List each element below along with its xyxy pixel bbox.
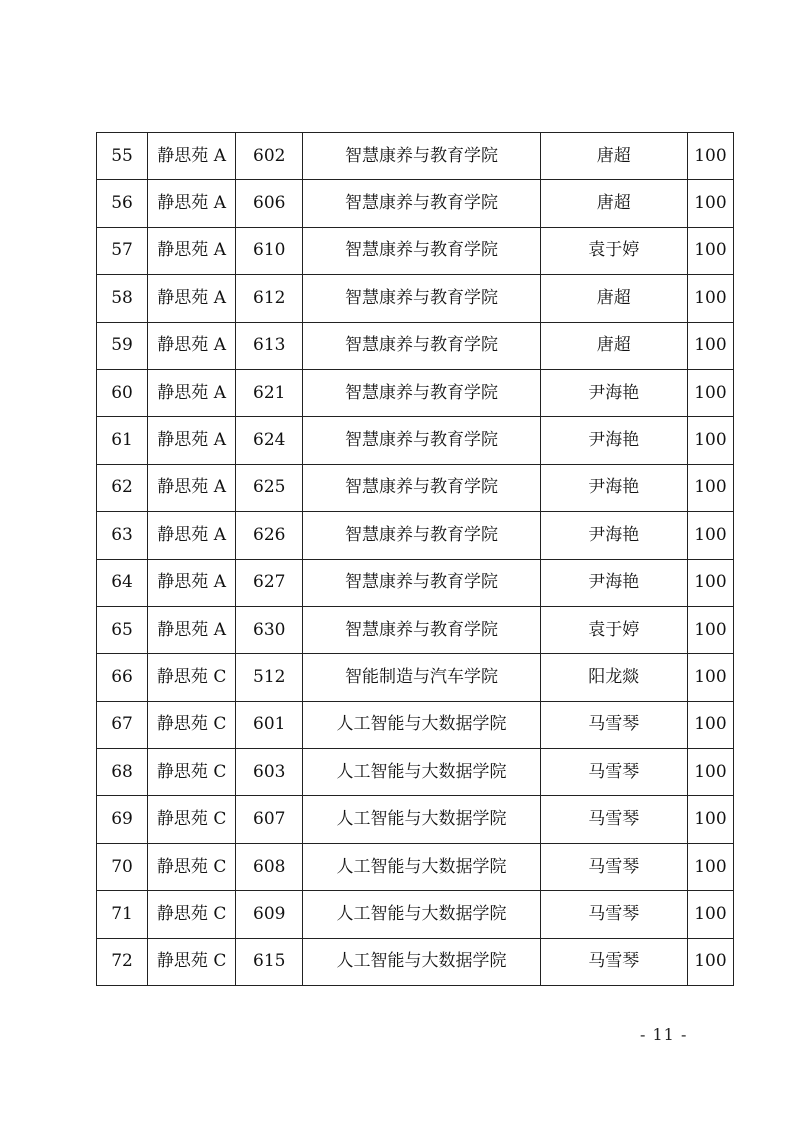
cell-building: 静思苑 A	[148, 417, 236, 464]
cell-college: 智慧康养与教育学院	[303, 369, 540, 416]
cell-number: 64	[97, 559, 148, 606]
cell-building: 静思苑 A	[148, 227, 236, 274]
cell-number: 58	[97, 275, 148, 322]
cell-room: 626	[236, 512, 303, 559]
page-number: - 11 -	[640, 1025, 688, 1044]
cell-room: 512	[236, 654, 303, 701]
cell-score: 100	[687, 133, 733, 180]
cell-person: 马雪琴	[540, 749, 687, 796]
table-row	[97, 512, 734, 559]
cell-score: 100	[687, 275, 733, 322]
cell-room: 602	[236, 133, 303, 180]
cell-room: 612	[236, 275, 303, 322]
cell-score: 100	[687, 180, 733, 227]
cell-college: 智慧康养与教育学院	[303, 227, 540, 274]
table-row	[97, 227, 734, 274]
cell-score: 100	[687, 227, 733, 274]
cell-college: 智慧康养与教育学院	[303, 133, 540, 180]
cell-room: 613	[236, 322, 303, 369]
cell-score: 100	[687, 464, 733, 511]
cell-number: 72	[97, 938, 148, 985]
table-row	[97, 559, 734, 606]
cell-building: 静思苑 A	[148, 559, 236, 606]
cell-number: 66	[97, 654, 148, 701]
cell-college: 人工智能与大数据学院	[303, 749, 540, 796]
table-row	[97, 133, 734, 180]
table-row	[97, 369, 734, 416]
cell-person: 唐超	[540, 275, 687, 322]
cell-score: 100	[687, 749, 733, 796]
cell-room: 608	[236, 843, 303, 890]
cell-number: 71	[97, 891, 148, 938]
cell-college: 智慧康养与教育学院	[303, 559, 540, 606]
cell-building: 静思苑 A	[148, 133, 236, 180]
cell-college: 智慧康养与教育学院	[303, 322, 540, 369]
cell-college: 智能制造与汽车学院	[303, 654, 540, 701]
cell-score: 100	[687, 796, 733, 843]
cell-room: 625	[236, 464, 303, 511]
table-row	[97, 417, 734, 464]
table-body	[97, 133, 734, 986]
cell-building: 静思苑 C	[148, 654, 236, 701]
cell-score: 100	[687, 891, 733, 938]
cell-room: 603	[236, 749, 303, 796]
cell-room: 607	[236, 796, 303, 843]
cell-person: 马雪琴	[540, 796, 687, 843]
cell-college: 智慧康养与教育学院	[303, 464, 540, 511]
cell-building: 静思苑 A	[148, 322, 236, 369]
cell-building: 静思苑 A	[148, 369, 236, 416]
cell-college: 人工智能与大数据学院	[303, 843, 540, 890]
cell-college: 人工智能与大数据学院	[303, 796, 540, 843]
cell-college: 智慧康养与教育学院	[303, 417, 540, 464]
cell-score: 100	[687, 559, 733, 606]
cell-person: 尹海艳	[540, 512, 687, 559]
table-row	[97, 749, 734, 796]
cell-person: 马雪琴	[540, 843, 687, 890]
cell-college: 智慧康养与教育学院	[303, 180, 540, 227]
cell-score: 100	[687, 606, 733, 653]
cell-score: 100	[687, 938, 733, 985]
cell-room: 601	[236, 701, 303, 748]
cell-person: 马雪琴	[540, 891, 687, 938]
cell-college: 人工智能与大数据学院	[303, 938, 540, 985]
cell-score: 100	[687, 701, 733, 748]
cell-room: 610	[236, 227, 303, 274]
cell-person: 唐超	[540, 322, 687, 369]
cell-number: 61	[97, 417, 148, 464]
cell-building: 静思苑 C	[148, 843, 236, 890]
cell-room: 621	[236, 369, 303, 416]
cell-building: 静思苑 C	[148, 891, 236, 938]
cell-person: 唐超	[540, 180, 687, 227]
cell-score: 100	[687, 843, 733, 890]
table-row	[97, 938, 734, 985]
cell-number: 59	[97, 322, 148, 369]
cell-college: 智慧康养与教育学院	[303, 275, 540, 322]
cell-room: 609	[236, 891, 303, 938]
table-row	[97, 701, 734, 748]
cell-number: 60	[97, 369, 148, 416]
cell-person: 马雪琴	[540, 938, 687, 985]
cell-score: 100	[687, 369, 733, 416]
cell-number: 68	[97, 749, 148, 796]
cell-college: 智慧康养与教育学院	[303, 512, 540, 559]
cell-college: 人工智能与大数据学院	[303, 701, 540, 748]
cell-room: 624	[236, 417, 303, 464]
cell-score: 100	[687, 512, 733, 559]
cell-college: 人工智能与大数据学院	[303, 891, 540, 938]
cell-building: 静思苑 A	[148, 606, 236, 653]
cell-person: 尹海艳	[540, 369, 687, 416]
table-row	[97, 322, 734, 369]
cell-room: 606	[236, 180, 303, 227]
cell-building: 静思苑 A	[148, 275, 236, 322]
table-row	[97, 464, 734, 511]
cell-person: 袁于婷	[540, 606, 687, 653]
table-row	[97, 606, 734, 653]
cell-college: 智慧康养与教育学院	[303, 606, 540, 653]
table-row	[97, 891, 734, 938]
cell-room: 630	[236, 606, 303, 653]
cell-person: 马雪琴	[540, 701, 687, 748]
cell-person: 阳龙燚	[540, 654, 687, 701]
cell-person: 袁于婷	[540, 227, 687, 274]
table-row	[97, 796, 734, 843]
cell-building: 静思苑 C	[148, 701, 236, 748]
cell-number: 56	[97, 180, 148, 227]
cell-building: 静思苑 A	[148, 180, 236, 227]
cell-score: 100	[687, 322, 733, 369]
cell-person: 尹海艳	[540, 464, 687, 511]
cell-building: 静思苑 C	[148, 749, 236, 796]
cell-number: 65	[97, 606, 148, 653]
cell-number: 57	[97, 227, 148, 274]
dormitory-score-table	[96, 132, 734, 986]
table-row	[97, 654, 734, 701]
cell-number: 70	[97, 843, 148, 890]
table-row	[97, 275, 734, 322]
table-row	[97, 843, 734, 890]
table-row	[97, 180, 734, 227]
cell-room: 615	[236, 938, 303, 985]
cell-number: 55	[97, 133, 148, 180]
cell-building: 静思苑 A	[148, 464, 236, 511]
cell-number: 62	[97, 464, 148, 511]
cell-score: 100	[687, 654, 733, 701]
cell-building: 静思苑 C	[148, 796, 236, 843]
cell-number: 67	[97, 701, 148, 748]
cell-number: 63	[97, 512, 148, 559]
cell-score: 100	[687, 417, 733, 464]
cell-person: 尹海艳	[540, 559, 687, 606]
cell-building: 静思苑 A	[148, 512, 236, 559]
cell-person: 尹海艳	[540, 417, 687, 464]
cell-number: 69	[97, 796, 148, 843]
cell-person: 唐超	[540, 133, 687, 180]
cell-room: 627	[236, 559, 303, 606]
cell-building: 静思苑 C	[148, 938, 236, 985]
